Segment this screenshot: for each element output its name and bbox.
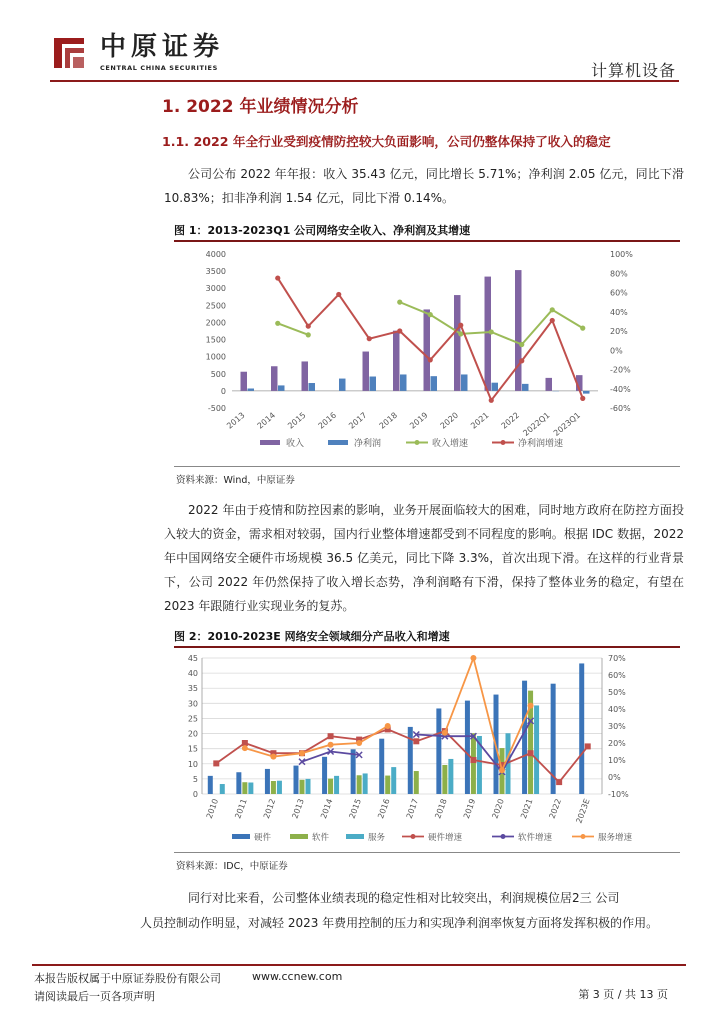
hardware-growth-point [585,743,591,749]
hardware-bar [294,766,299,794]
report-category: 计算机设备 [590,61,676,80]
y-right-tick-label: -20% [610,365,631,375]
net-profit-bar [309,383,316,391]
section-heading: 1. 2022 年业绩情况分析 [162,97,359,117]
y-left-tick-label: 20 [187,729,198,739]
profit-growth-line [278,278,583,400]
x-tick-label: 2012 [261,797,278,820]
legend-swatch-marker [581,834,586,839]
subsection-heading: 1.1. 2022 年全行业受到疫情防控较大负面影响，公司仍整体保持了收入的稳定 [162,134,611,149]
revenue-growth-point [397,300,402,305]
legend-label: 收入增速 [432,439,469,449]
legend-swatch-marker [415,440,420,445]
hardware-growth-point [328,733,334,739]
y-left-tick-label: 1500 [205,335,226,345]
software-bar [385,776,390,794]
x-tick-label: 2018 [377,410,400,431]
x-tick-label: 2011 [233,797,249,820]
hardware-growth-point [213,760,219,766]
revenue-bar [515,270,522,391]
service-growth-point [528,703,534,709]
y-left-tick-label: 15 [187,744,198,754]
x-tick-label: 2023Q1 [551,410,583,438]
footer-copyright: 本报告版权属于中原证券股份有限公司 [34,972,221,985]
y-right-tick-label: 70% [608,654,626,663]
service-bar [277,781,282,794]
footer-divider [32,964,686,966]
net-profit-bar [522,384,529,391]
profit-growth-point [519,358,524,363]
revenue-bar [271,366,278,391]
net-profit-bar [583,391,590,394]
y-right-tick-label: 0% [608,773,621,782]
software-bar [271,781,276,794]
logo-mark-icon [50,34,88,72]
revenue-growth-point [580,326,585,331]
service-growth-point [299,750,305,756]
y-right-tick-label: 20% [610,327,628,336]
y-right-tick-label: 60% [608,671,626,680]
hardware-bar [522,681,527,794]
revenue-bar [424,309,431,390]
revenue-bar [454,295,461,391]
hardware-bar [265,769,270,794]
figure2-bottom-rule [174,852,680,853]
service-bar [334,776,339,794]
y-left-tick-label: 4000 [205,250,226,259]
figure1-bottom-rule [174,466,680,467]
software-bar [357,775,362,794]
logo-chinese-text: 中原证券 [100,32,225,62]
x-tick-label: 2016 [376,797,392,820]
legend-swatch [346,834,364,839]
revenue-growth-point [519,342,524,347]
legend-label: 净利润增速 [518,439,564,449]
service-bar [363,773,368,794]
y-left-tick-label: 0 [220,386,226,396]
y-right-tick-label: 50% [608,688,626,697]
x-tick-label: 2021 [469,410,491,431]
hardware-growth-point [556,779,562,785]
x-tick-label: 2014 [319,797,335,820]
legend-label: 硬件 [254,833,272,843]
x-tick-label: 2016 [316,410,339,431]
y-right-tick-label: 80% [610,269,628,279]
legend-swatch-marker [501,834,506,839]
service-bar [248,783,253,794]
x-tick-label: 2018 [433,797,449,820]
figure2-title: 图 2：2010-2023E 网络安全领域细分产品收入和增速 [174,630,450,643]
y-left-tick-label: 5 [192,774,198,784]
software-growth-line [302,752,359,762]
profit-growth-point [550,318,555,323]
software-bar [471,733,476,794]
summary-paragraph: 公司公布 2022 年年报：收入 35.43 亿元，同比增长 5.71%；净利润 2.05 亿元，同比下滑 10.83%；扣非净利润 1.54 亿元，同比下滑 0.14%。 [164,167,684,205]
x-tick-label: 2021 [519,797,535,820]
x-tick-label: 2020 [490,797,506,820]
y-right-tick-label: 60% [610,288,628,298]
revenue-growth-line [278,323,309,335]
figure1-chart [170,244,680,464]
hardware-bar [351,749,356,794]
service-growth-point [242,745,248,751]
hardware-bar [436,708,441,794]
y-right-tick-label: 100% [610,250,633,259]
service-growth-point [499,767,505,773]
x-tick-label: 2020 [438,410,461,431]
net-profit-bar [461,374,468,390]
x-tick-label: 2015 [286,410,308,431]
x-tick-label: 2023E [574,797,592,825]
x-tick-label: 2014 [255,410,278,431]
x-tick-label: 2013 [290,797,306,820]
legend-swatch [232,834,250,839]
y-right-tick-label: -60% [610,404,631,413]
figure2-chart [170,648,680,848]
revenue-bar [241,372,248,391]
service-bar [448,759,453,794]
legend-swatch-marker [501,440,506,445]
software-bar [442,765,447,794]
service-growth-point [356,740,362,746]
hardware-bar [322,757,327,794]
net-profit-bar [400,374,407,390]
y-left-tick-label: 500 [210,369,226,379]
hardware-bar [465,701,470,794]
service-bar [306,779,311,794]
y-left-tick-label: 1000 [205,352,226,362]
service-growth-point [385,723,391,729]
x-tick-label: 2017 [347,410,369,431]
figure1-source: 资料来源：Wind，中原证券 [176,475,295,486]
service-growth-point [442,730,448,736]
service-bar [220,784,225,794]
hardware-bar [208,776,213,794]
profit-growth-point [306,324,311,329]
y-right-tick-label: 40% [610,307,628,317]
revenue-bar [393,331,400,391]
y-left-tick-label: 2000 [205,318,226,328]
peer-paragraph-end: 人员控制动作明显，对减轻 2023 年费用控制的压力和实现净利润率恢复方面将发挥积极的作用。 [140,916,659,930]
y-left-tick-label: 30 [187,699,198,709]
y-left-tick-label: -500 [207,404,226,413]
legend-label: 服务增速 [598,833,633,843]
legend-label: 净利润 [354,439,382,449]
y-right-tick-label: 20% [608,739,626,748]
y-left-tick-label: 3500 [205,267,226,277]
x-tick-label: 2022Q1 [521,410,552,438]
software-bar [328,779,333,794]
hardware-bar [579,663,584,794]
y-right-tick-label: 10% [608,756,626,765]
y-left-tick-label: 10 [187,759,198,769]
profit-growth-point [580,396,585,401]
y-left-tick-label: 3000 [205,284,226,294]
service-growth-point [470,655,476,661]
profit-growth-point [489,398,494,403]
legend-swatch [290,834,308,839]
profit-growth-point [428,357,433,362]
profit-growth-point [367,336,372,341]
x-tick-label: 2010 [204,797,221,820]
y-right-tick-label: 40% [608,705,626,714]
legend-label: 硬件增速 [428,833,463,843]
y-right-tick-label: 30% [608,722,626,731]
hardware-growth-point [470,757,476,763]
footer-disclaimer-note: 请阅读最后一页各项声明 [34,990,155,1003]
profit-growth-point [275,275,280,280]
net-profit-bar [370,377,377,391]
y-left-tick-label: 0 [192,790,198,799]
legend-label: 软件增速 [518,833,553,843]
revenue-bar [302,361,309,390]
y-left-tick-label: 25 [187,714,198,724]
y-left-tick-label: 2500 [205,301,226,311]
analysis-paragraph: 2022 年由于疫情和防控因素的影响，业务开展面临较大的困难，同时地方政府在防控方面投入较大的资金，需求相对较弱，国内行业整体增速都受到不同程度的影响。根据 IDC 数据，2022 年中国网络安全硬件市场规模 36.5 亿美元，同比下降 3.3%，首次出现下滑。在这样的行业背景下，公司 2022 年仍然保持了收入增长态势，净利润略有下滑，保持了整体业务的稳定，有望在 2023 年跟随行业实现业务的复苏。 [164,503,684,613]
x-tick-label: 2017 [404,797,421,820]
software-bar [242,782,247,794]
logo-english-text: CENTRAL CHINA SECURITIES [100,64,218,72]
hardware-growth-point [413,738,419,744]
x-tick-label: 2013 [225,410,247,431]
legend-swatch [260,440,280,445]
net-profit-bar [492,383,499,391]
y-left-tick-label: 35 [187,684,198,694]
service-growth-line [245,726,388,757]
figure1-top-rule [174,240,680,242]
net-profit-bar [339,379,346,391]
peer-paragraph-start: 同行对比来看，公司整体业绩表现的稳定性相对比较突出，利润规模位居 [188,891,573,905]
y-right-tick-label: -40% [610,384,631,394]
x-tick-label: 2019 [461,797,478,820]
profit-growth-point [336,292,341,297]
net-profit-bar [431,376,438,391]
y-left-tick-label: 40 [187,669,198,679]
revenue-bar [546,378,553,391]
revenue-growth-point [550,307,555,312]
figure2-source: 资料来源：IDC，中原证券 [176,861,288,872]
hardware-growth-point [242,740,248,746]
header-divider [50,80,679,82]
y-right-tick-label: -10% [608,790,629,799]
profit-growth-point [397,328,402,333]
legend-label: 服务 [368,833,386,843]
hardware-growth-point [528,750,534,756]
y-left-tick-label: 45 [187,654,198,663]
x-tick-label: 2022 [547,797,564,820]
software-bar [300,780,305,794]
software-bar [414,771,419,794]
footer-website-link[interactable]: www.ccnew.com [252,970,343,983]
hardware-bar [408,727,413,794]
revenue-bar [363,352,370,391]
figure1-title: 图 1：2013-2023Q1 公司网络安全收入、净利润及其增速 [174,224,471,237]
profit-growth-point [458,323,463,328]
service-growth-point [328,742,334,748]
net-profit-bar [278,385,285,390]
revenue-growth-point [306,332,311,337]
net-profit-bar [248,388,255,390]
revenue-growth-point [428,312,433,317]
peer-comparison-paragraph [140,886,684,936]
x-tick-label: 2015 [347,797,364,820]
revenue-growth-point [275,321,280,326]
peer-paragraph-overlap: 2三 公司 [572,891,620,905]
x-tick-label: 2022 [499,410,522,431]
revenue-growth-point [489,329,494,334]
footer-page-number: 第 3 页 / 共 13 页 [578,988,668,1001]
legend-swatch-marker [411,834,416,839]
hardware-bar [379,739,384,794]
legend-swatch [328,440,348,445]
hardware-bar [236,772,241,794]
service-bar [391,767,396,794]
legend-label: 软件 [312,833,330,843]
y-right-tick-label: 0% [610,346,623,356]
service-bar [534,705,539,794]
x-tick-label: 2019 [408,410,430,431]
service-growth-point [270,754,276,760]
legend-label: 收入 [286,439,305,449]
